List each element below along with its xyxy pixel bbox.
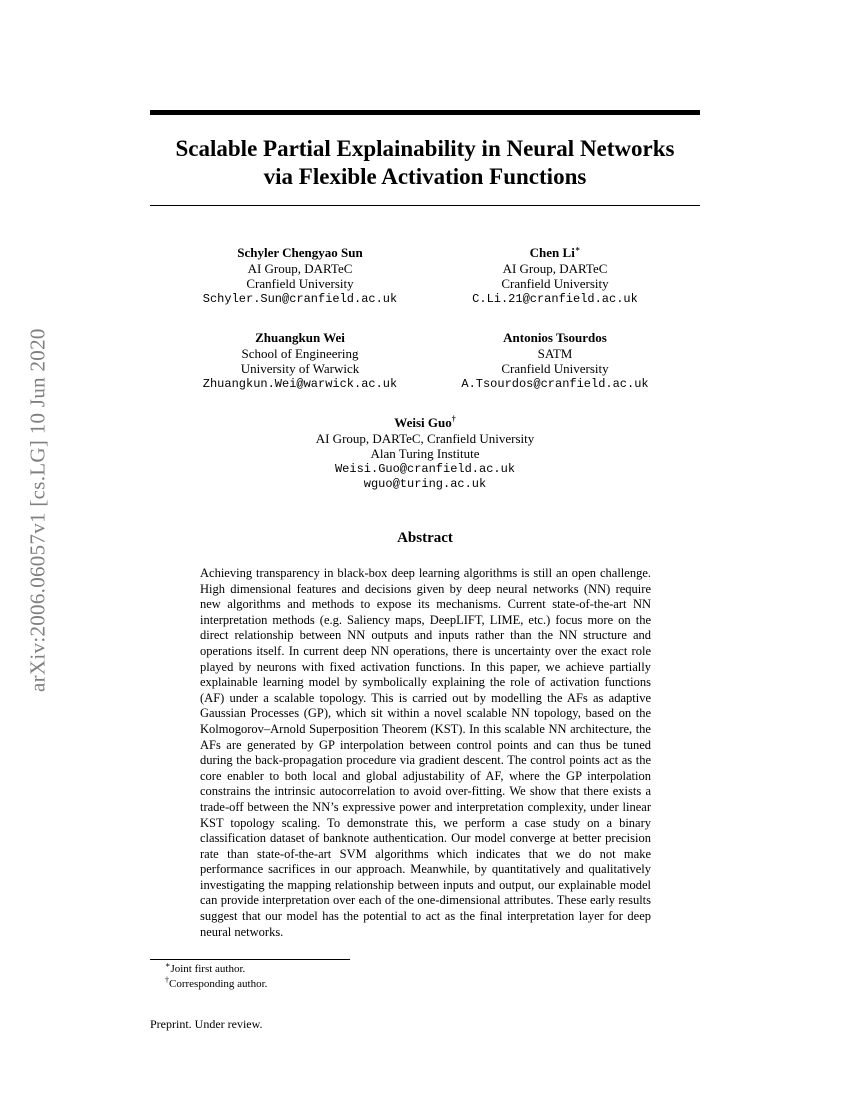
author-affiliation: University of Warwick [240,361,360,376]
title-bottom-rule [150,205,700,206]
author-email: Zhuangkun.Wei@warwick.ac.uk [202,376,398,391]
author-affiliation: AI Group, DARTeC, Cranfield University [315,430,535,446]
author-affiliation: Cranfield University [246,276,354,291]
footnote: †Corresponding author. [165,975,268,990]
author-block [450,330,660,392]
author-email: Weisi.Guo@cranfield.ac.uk [334,461,516,476]
author-affiliation: Alan Turing Institute [370,446,480,461]
footnote: ∗Joint first author. [165,960,246,975]
title-line-1: Scalable Partial Explainability in Neural Networks [175,136,675,161]
author-name: Schyler Chengyao Sun [237,245,363,260]
title-top-rule [150,110,700,115]
author-affiliation: AI Group, DARTeC [502,260,608,276]
preprint-notice: Preprint. Under review. [150,1017,263,1031]
author-name: Chen Li∗ [529,244,581,260]
author-email: Schyler.Sun@cranfield.ac.uk [202,291,398,306]
author-block [275,415,575,493]
paper-title [150,135,700,191]
author-email: A.Tsourdos@cranfield.ac.uk [461,376,649,391]
author-affiliation: SATM [537,345,573,361]
author-email: wguo@turing.ac.uk [363,477,487,491]
author-name: Zhuangkun Wei [255,330,345,345]
author-block [195,330,405,392]
author-affiliation: Cranfield University [501,361,609,376]
author-affiliation: Cranfield University [501,276,609,291]
author-affiliation: AI Group, DARTeC [247,260,353,276]
abstract-heading: Abstract [397,530,453,546]
footnote-rule [150,959,350,960]
author-block [195,245,405,307]
author-name: Antonios Tsourdos [503,330,607,345]
title-line-2: via Flexible Activation Functions [263,164,587,189]
author-name: Weisi Guo† [394,414,456,430]
arxiv-stamp: arXiv:2006.06057v1 [cs.LG] 10 Jun 2020 [25,328,50,692]
author-affiliation: School of Engineering [241,345,359,361]
author-email: C.Li.21@cranfield.ac.uk [472,291,638,306]
abstract-body: Achieving transparency in black-box deep learning algorithms is still an open challenge. High dimensional features and decisions given by deep neural networks (NN) require new algorithms and methods to expose its mechanisms. Current state-of-the-art NN interpretation methods (e.g. Saliency maps, DeepLIFT, LIME, etc.) focus more on the direct relationship between NN outputs and inputs rather than the NN structure and operations itself. In current deep NN operations, there is uncertainty over the exact role played by neurons with fixed activation functions. In this paper, we achieve partially explainable learning model by symbolically explaining the role of activation functions (AF) under a scalable topology. This is carried out by modelling the AFs as adaptive Gaussian Processes (GP), which sit within a novel scalable NN topology, based on the Kolmogorov–Arnold Superposition Theorem (KST). In this scalable NN architecture, the AFs are generated by GP interpolation between control points and can thus be tuned during the back-propagation procedure via gradient descent. The control points act as the core enabler to both local and global adjustability of AF, where the GP interpolation constrains the intrinsic autocorrelation to avoid over-fitting. We show that there exists a trade-off between the NN’s expressive power and interpretation complexity, under linear KST topology scaling. To demonstrate this, we perform a case study on a binary classification dataset of banknote authentication. Our model converge at better precision rate than state-of-the-art SVM algorithms which indicates that we do not make performance sacrifices in our approach. Meanwhile, by quantitatively and qualitatively investigating the mapping relationship between inputs and output, our explainable model can provide interpretation over each of the one-dimensional attributes. These early results suggest that our model has the potential to act as the final interpretation layer for deep neural networks. [200,566,651,939]
author-block [450,245,660,307]
